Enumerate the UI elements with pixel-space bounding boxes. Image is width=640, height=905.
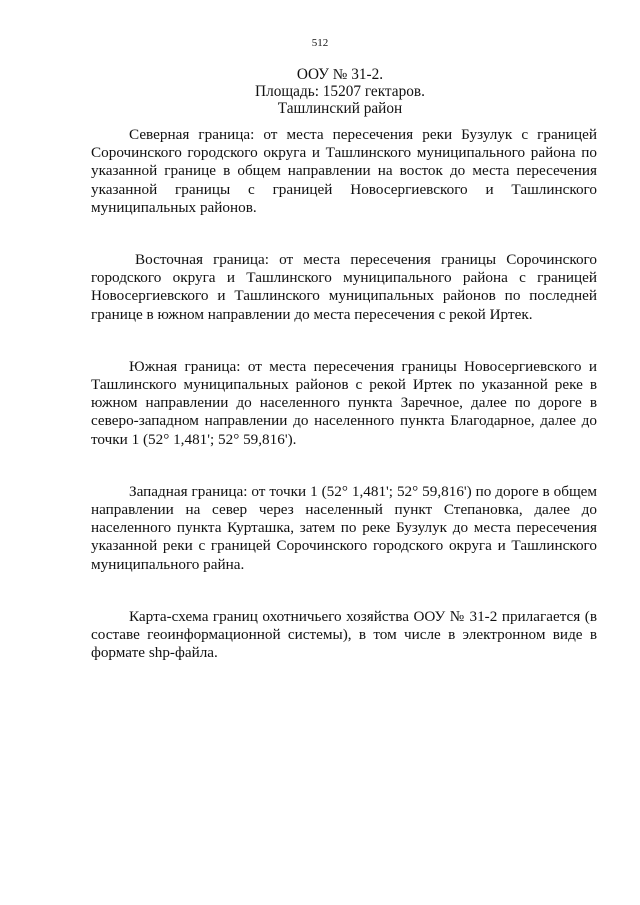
document-body [91,126,597,696]
map-scheme-paragraph: Карта-схема границ охотничьего хозяйства ООУ № 31-2 прилагается (в составе геоинформационной системы), в том числе в электронном виде в формате shp-файла. [91,607,597,662]
page-number: 512 [311,37,329,49]
eastern-boundary-paragraph: Восточная граница: от места пересечения границы Сорочинского городского округа и Ташлинского муниципального района с границей Новосергиевского и Ташлинского муниципальных районов по последней границе в южном направлении до места пересечения с рекой Иртек. [91,251,597,323]
hunting-ground-title: ООУ № 31-2. [296,66,384,83]
northern-boundary-paragraph: Северная граница: от места пересечения реки Бузулук с границей Сорочинского городского округа и Ташлинского муниципального района по указанной границе в общем направлении на восток до места пересечения указанной границы с границей Новосергиевского и Ташлинского муниципальных районов. [91,126,597,216]
district-line: Ташлинский район [277,100,403,117]
document-header [0,66,640,117]
western-boundary-paragraph: Западная граница: от точки 1 (52° 1,481'; 52° 59,816') по дороге в общем направлении на север через населенный пункт Степановка, далее до населенного пункта Курташка, затем по реке Бузулук до места пересечения указанной реки с границей Сорочинского городского округа и Ташлинского муниципального райна. [91,482,597,573]
southern-boundary-paragraph: Южная граница: от места пересечения границы Новосергиевского и Ташлинского муниципальных районов с рекой Иртек по указанной реке в южном направлении до населенного пункта Заречное, далее по дороге в северо-западном направлении до населенного пункта Благодарное, далее до точки 1 (52° 1,481'; 52° 59,816'). [91,357,597,448]
area-line: Площадь: 15207 гектаров. [255,83,425,100]
